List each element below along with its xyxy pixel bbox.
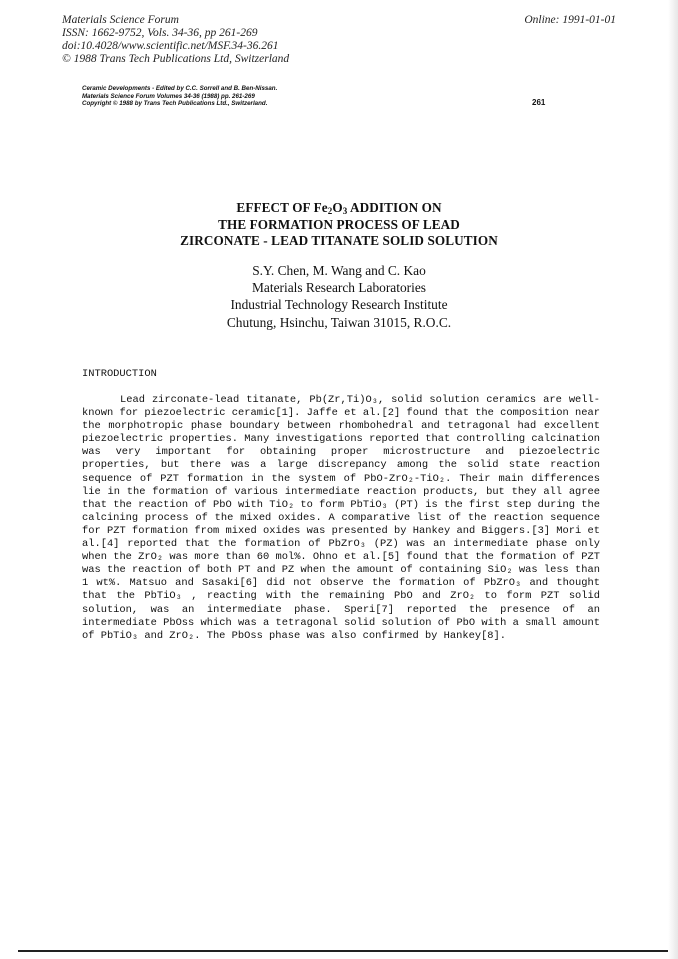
- author-names: S.Y. Chen, M. Wang and C. Kao: [252, 263, 426, 278]
- intro-paragraph: Lead zirconate-lead titanate, Pb(Zr,Ti)O₃, solid solution ceramics are well-known for piezoelectric ceramic[1]. Jaffe et al.[2] found that the composition near the morphotropic phase boundary between rhombohedral and tetragonal had excellent piezoelectric properties. Many investigations reported that controlling calcination was very important for obtaining proper microstructure and piezoelectric properties, but there was a large discrepancy among the solid state reaction sequence of PZT formation in the system of PbO-ZrO₂-TiO₂. Their main differences lie in the formation of various intermediate reaction products, but they all agree that the reaction of PbO with TiO₂ to form PbTiO₃ (PT) is the first step during the calcining process of the mixed oxides. A comparative list of the reaction sequence for PZT formation from mixed oxides was presented by Hankey and Biggers.[3] Mori et al.[4] reported that the formation of PbZrO₃ (PZ) was an intermediate phase only when the ZrO₂ was more than 60 mol%. Ohno et al.[5] found that the formation of PZT was the reaction of both PT and PZ when the amount of containing SiO₂ was less than 1 wt%. Matsuo and Sasaki[6] did not observe the formation of PbZrO₃ and thought that the PbTiO₃ , reacting with the remaining PbO and ZrO₂ to form PZT solid solution, was an intermediate phase. Speri[7] reported the presence of an intermediate PbOss which was a tetragonal solid solution of PbO with a small amount of PbTiO₃ and ZrO₂. The PbOss phase was also confirmed by Hankey[8].: [82, 394, 600, 642]
- publication-info: [62, 14, 289, 66]
- issn-line: ISSN: 1662-9752, Vols. 34-36, pp 261-269: [62, 27, 258, 39]
- citation-block: [82, 85, 277, 108]
- footer-rule: [18, 950, 678, 952]
- title-line-1: EFFECT OF $Fe_2O_3$ ADDITION ON: [236, 200, 442, 216]
- section-heading: INTRODUCTION: [82, 368, 157, 380]
- affiliation-institute: Industrial Technology Research Institute: [230, 297, 448, 313]
- citation-line-2: Materials Science Forum Volumes 34-36 (1988) pp. 261-269: [82, 92, 255, 100]
- affiliation-address: Chutung, Hsinchu, Taiwan 31015, R.O.C.: [226, 314, 452, 330]
- copyright-line: © 1988 Trans Tech Publications Ltd, Switzerland: [62, 53, 290, 65]
- affiliation-lab: Materials Research Laboratories: [252, 280, 426, 296]
- page-edge-shadow: [668, 0, 678, 959]
- journal-name: Materials Science Forum: [62, 14, 179, 26]
- author-block: [0, 262, 678, 331]
- title-line-3: ZIRCONATE - LEAD TITANATE SOLID SOLUTION: [180, 233, 498, 248]
- citation-line-1: Ceramic Developments - Edited by C.C. Sorrell and B. Ben-Nissan.: [82, 85, 278, 92]
- paper-title: [0, 200, 678, 250]
- online-date: Online: 1991-01-01: [524, 14, 616, 26]
- doi-line[interactable]: doi:10.4028/www.scientific.net/MSF.34-36.261: [62, 40, 279, 52]
- citation-line-3: Copyright © 1988 by Trans Tech Publications Ltd., Switzerland.: [82, 100, 268, 108]
- title-line-2: THE FORMATION PROCESS OF LEAD: [218, 216, 460, 232]
- page-number: 261: [532, 98, 546, 107]
